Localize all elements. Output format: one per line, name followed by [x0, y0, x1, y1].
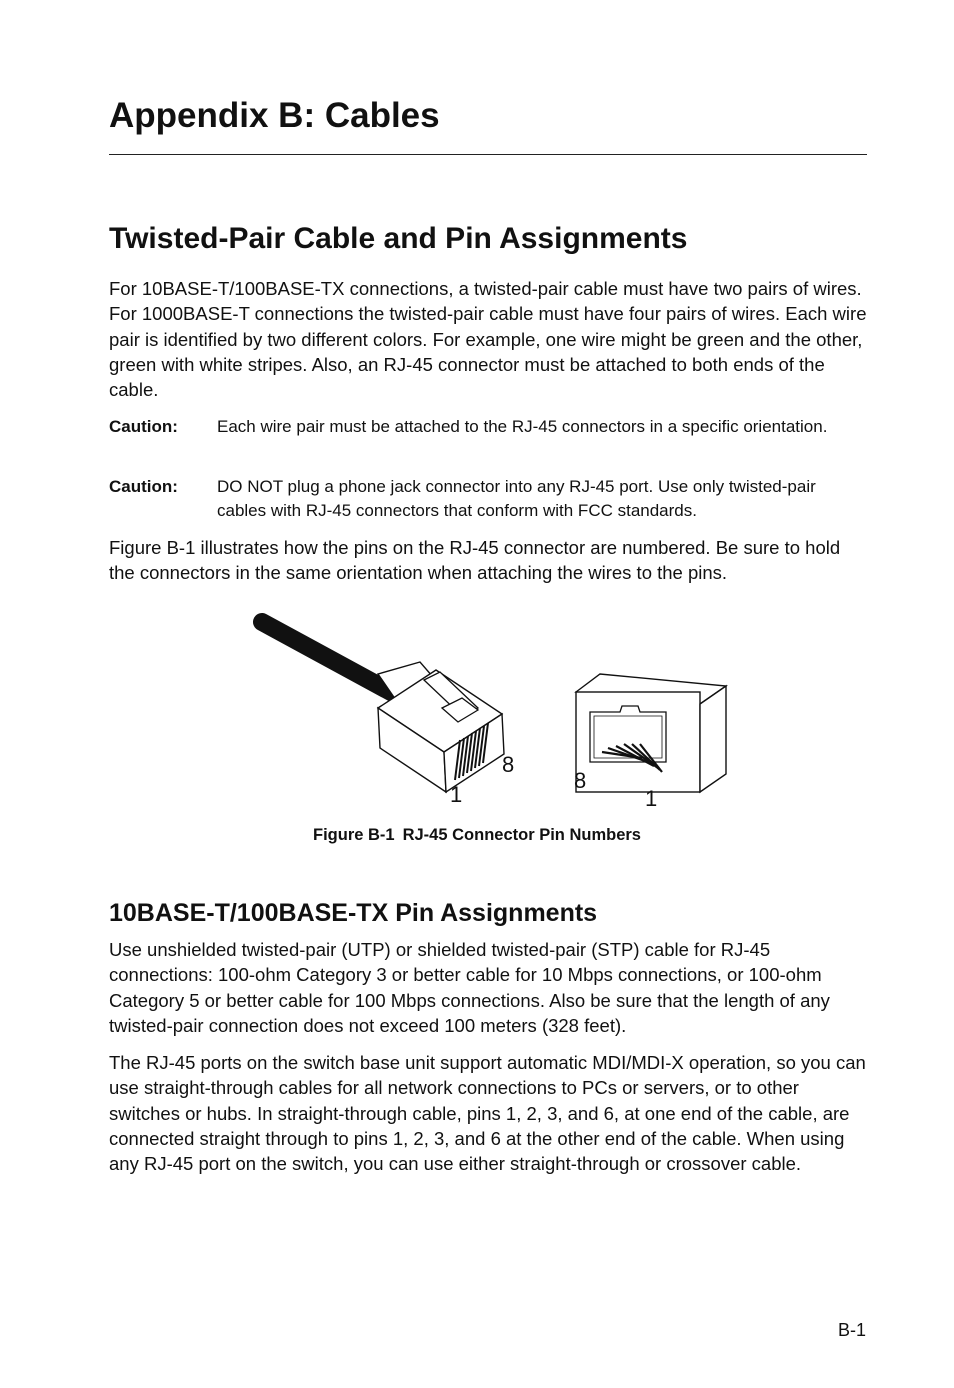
caution-label: Caution:: [109, 477, 178, 496]
title-divider: [109, 154, 867, 155]
figure-intro-paragraph: Figure B-1 illustrates how the pins on the RJ-45 connector are numbered. Be sure to hold the connectors in the same orientation when attaching the wires to the pins.: [109, 537, 841, 584]
jack-pin-first-label: 8: [574, 768, 587, 793]
pin-assignment-paragraph-2: The RJ-45 ports on the switch base unit support automatic MDI/MDI-X operation, so you can use straight-through cables for all network connections to PCs or servers, or to other switches or hubs. In straight-through cable, pins 1, 2, 3, and 6, at one end of the cable, are connected straight through to pins 1, 2, 3, and 6 at the other end of the cable. When using any RJ-45 port on the switch, you can use either straight-through or crossover cable.: [109, 1052, 866, 1175]
rj45-plug-illustration: [262, 622, 514, 807]
figure-caption-number: Figure B-1: [313, 826, 395, 844]
caution-text: Each wire pair must be attached to the RJ-45 connectors in a specific orientation.: [217, 417, 828, 436]
appendix-title: Appendix B: Cables: [109, 96, 440, 135]
rj45-figure: [250, 612, 740, 812]
pin-assignment-paragraph-1: Use unshielded twisted-pair (UTP) or shielded twisted-pair (STP) cable for RJ-45 connections: 100-ohm Category 3 or better cable for 10 Mbps connections, or 100-ohm Category 5 or better cable for 100 Mbps connections. Also be sure that the length of any twisted-pair connection does not exceed 100 meters (328 feet).: [109, 939, 830, 1036]
jack-pin-last-label: 1: [645, 786, 658, 811]
figure-caption-title: RJ-45 Connector Pin Numbers: [402, 826, 641, 844]
figure-caption: [0, 826, 954, 845]
plug-pin-last-label: 8: [502, 752, 515, 777]
caution-text: DO NOT plug a phone jack connector into any RJ-45 port. Use only twisted-pair cables with RJ-45 connectors that conform with FCC standards.: [217, 477, 816, 520]
rj45-jack-illustration: [574, 674, 726, 811]
page-number: B-1: [837, 1320, 866, 1340]
section-title: Twisted-Pair Cable and Pin Assignments: [109, 222, 688, 255]
intro-paragraph: For 10BASE-T/100BASE-TX connections, a twisted-pair cable must have two pairs of wires. For 1000BASE-T connections the twisted-pair cable must have four pairs of wires. Each wire pair is identified by two different colors. For example, one wire might be green and the other, green with white stripes. Also, an RJ-45 connector must be attached to both ends of the cable.: [109, 278, 867, 401]
subsection-title: 10BASE-T/100BASE-TX Pin Assignments: [109, 899, 598, 927]
caution-label: Caution:: [109, 417, 178, 436]
plug-pin-first-label: 1: [450, 782, 463, 807]
